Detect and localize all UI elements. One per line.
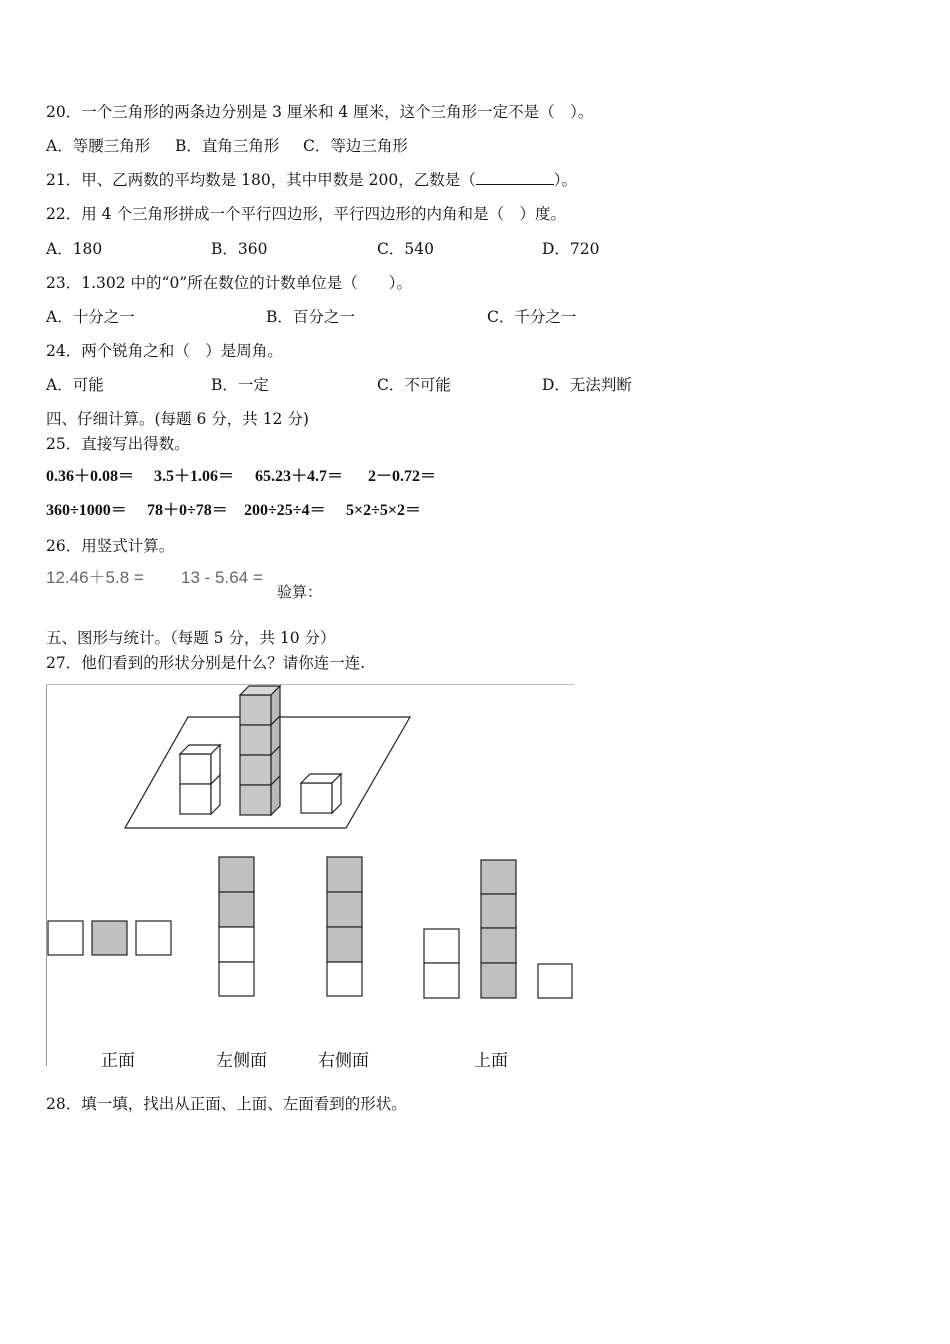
q24-option-b[interactable]: B．一定 [211,376,269,394]
left-cube-stack [180,745,220,814]
q20-option-c[interactable]: C．等边三角形 [303,137,408,155]
q27-stem: 27．他们看到的形状分别是什么？请你连一连. [46,654,366,672]
q26-stem: 26．用竖式计算。 [46,537,175,555]
q26-expr2: 13 - 5.64 = [181,568,263,587]
label-top: 上面 [474,1051,508,1071]
q21-answer-blank[interactable] [476,170,554,185]
q25-r1-item4: 2－0.72＝ [368,468,437,485]
q27-figure [46,684,576,1066]
view-left-side [219,857,254,996]
q20-option-a[interactable]: A．等腰三角形 [46,137,151,155]
q24-option-c[interactable]: C．不可能 [377,376,451,394]
label-front: 正面 [101,1051,135,1071]
q25-r2-item4: 5×2÷5×2＝ [346,502,422,519]
q26-check-label: 验算： [277,583,323,601]
q23-option-c[interactable]: C．千分之一 [487,308,577,326]
q23-stem: 23．1.302 中的“0”所在数位的计数单位是（ ）。 [46,274,412,292]
q22-option-c[interactable]: C．540 [377,240,434,258]
q25-r2-item1: 360÷1000＝ [46,502,127,519]
q24-option-a[interactable]: A．可能 [46,376,104,394]
q25-r2-item2: 78＋0÷78＝ [147,502,228,519]
right-single-cube [301,774,341,813]
q24-stem: 24．两个锐角之和（ ）是周角。 [46,342,283,360]
q25-stem: 25．直接写出得数。 [46,435,190,453]
q23-option-a[interactable]: A．十分之一 [46,308,135,326]
view-top [424,860,572,998]
q22-option-a[interactable]: A．180 [46,240,103,258]
q20-option-b[interactable]: B．直角三角形 [175,137,280,155]
q25-r1-item2: 3.5＋1.06＝ [154,468,235,485]
q25-r1-item3: 65.23＋4.7＝ [255,468,344,485]
q22-option-d[interactable]: D．720 [542,240,600,258]
section5-title: 五、图形与统计。（每题 5 分，共 10 分） [46,629,336,647]
q21-stem [46,170,577,190]
q25-r1-item1: 0.36＋0.08＝ [46,468,135,485]
view-right-side [327,857,362,996]
q21-stem-before: 21．甲、乙两数的平均数是 180，其中甲数是 200，乙数是（ [46,171,476,189]
tall-cube-stack [240,686,280,815]
view-front [48,921,171,955]
q23-option-b[interactable]: B．百分之一 [266,308,355,326]
q28-stem: 28．填一填，找出从正面、上面、左面看到的形状。 [46,1095,407,1113]
q21-stem-after: ）。 [553,171,578,189]
q25-r2-item3: 200÷25÷4＝ [244,502,326,519]
label-left-side: 左侧面 [216,1051,267,1071]
section4-title: 四、仔细计算。(每题 6 分，共 12 分) [46,410,309,428]
label-right-side: 右侧面 [318,1051,369,1071]
q20-stem: 20．一个三角形的两条边分别是 3 厘米和 4 厘米，这个三角形一定不是（ ）。 [46,103,594,121]
q24-option-d[interactable]: D．无法判断 [542,376,632,394]
q22-option-b[interactable]: B．360 [211,240,268,258]
q22-stem: 22．用 4 个三角形拼成一个平行四边形，平行四边形的内角和是（ ）度。 [46,205,566,223]
q26-expr1: 12.46＋5.8 = [46,568,144,587]
